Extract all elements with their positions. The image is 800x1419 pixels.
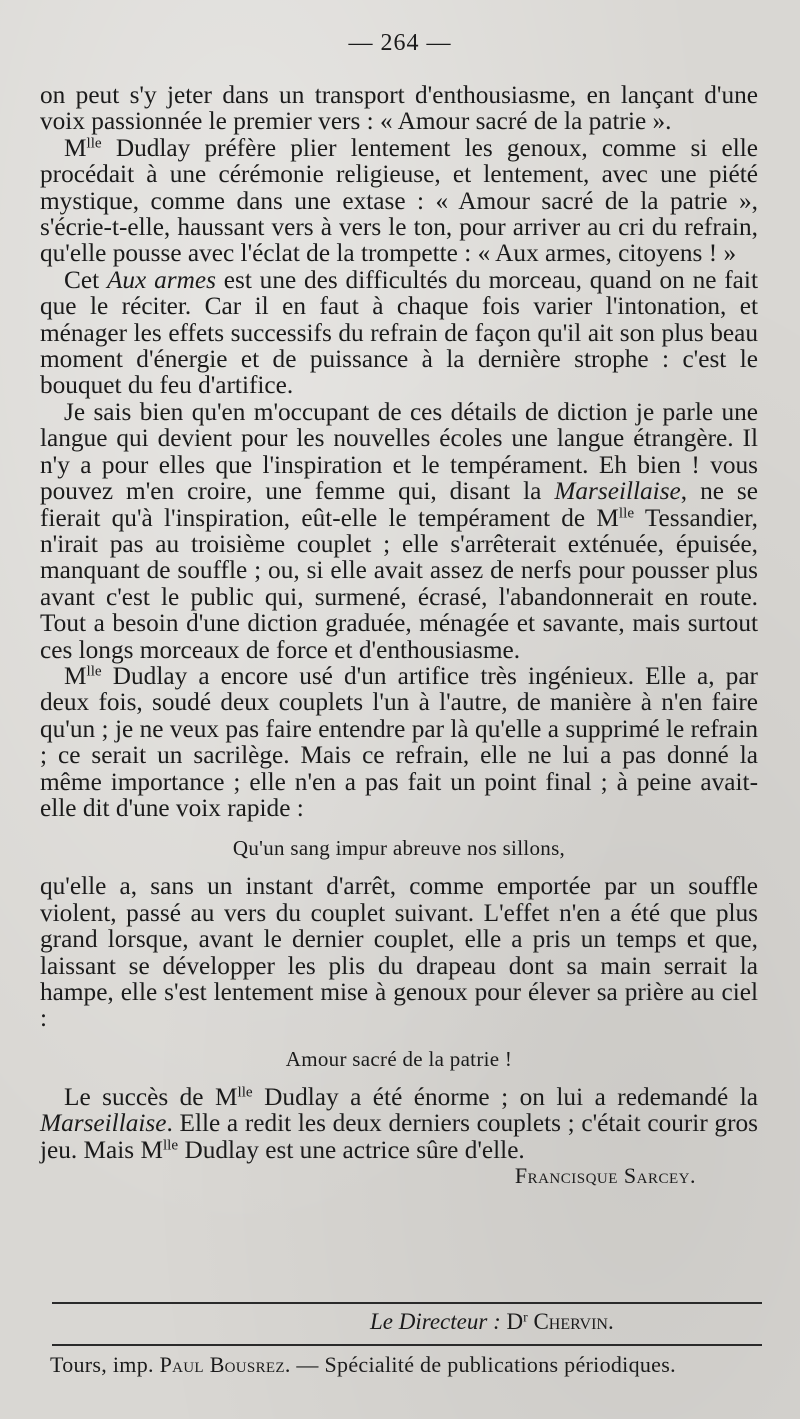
rule-lower bbox=[52, 1344, 762, 1346]
paragraph-4: Je sais bien qu'en m'occupant de ces détails de diction je parle une langue qui devient pour les nouvelles écoles une langue étrangère. Il n'y a pour elles que l'inspiration et le tempérament. Eh bien ! vous pouvez m'en croire, une femme qui, disant la Marseillaise, ne se fierait qu'à l'inspiration, eût-elle le tempérament de $M^{lle}$ Tessandier, n'irait pas au troisième couplet ; elle s'arrêterait exténuée, épuisée, manquant de souffle ; ou, si elle avait assez de nerfs pour pousser plus avant c'est le public qui, surmené, écrasé, l'abandonnerait en route. Tout a besoin d'une diction graduée, ménagée et savante, mais surtout ces longs morceaux de force et d'enthousiasme. bbox=[40, 397, 759, 664]
paragraph-2: $M^{lle}$ Dudlay préfère plier lentement les genoux, comme si elle procédait à une cérémonie religieuse, et lentement, avec une piété mystique, comme dans une extase : « Amour sacré de la patrie », s'écrie-t-elle, haussant vers à vers le ton, pour arriver au cri du refrain, qu'elle pousse avec l'éclat de la trompette : « Aux armes, citoyens ! » bbox=[40, 133, 758, 268]
director-line: Le Directeur : $D^r$ Chervin. bbox=[370, 1309, 614, 1334]
paragraph-5: $M^{lle}$ Dudlay a encore usé d'un artifice très ingénieux. Elle a, par deux fois, soudé deux couplets l'un à l'autre, de manière à n'en faire qu'un ; je ne veux pas faire entendre par là qu'elle a supprimé le refrain ; ce serait un sacrilège. Mais ce refrain, elle ne lui a pas donné la même importance ; elle n'en a pas fait un point final ; à peine avait-elle dit d'une voix rapide : bbox=[40, 661, 758, 822]
paragraph-7: Le succès de $M^{lle}$ Dudlay a été énorme ; on lui a redemandé la Marseillaise. Elle a redit les deux derniers couplets ; c'était courir gros jeu. Mais $M^{lle}$ Dudlay est une actrice sûre d'elle. bbox=[40, 1082, 758, 1164]
paragraph-6: qu'elle a, sans un instant d'arrêt, comme emportée par un souffle violent, passé au vers du couplet suivant. L'effet n'en a été que plus grand lorsque, avant le dernier couplet, elle a pris un temps et que, laissant se développer les plis du drapeau dont sa main serrait la hampe, elle s'est lentement mise à genoux pour élever sa prière au ciel : bbox=[40, 872, 758, 1033]
author-signature: Francisque Sarcey. bbox=[514, 1163, 696, 1189]
verse-quote-2: Amour sacré de la patrie ! bbox=[285, 1046, 513, 1071]
verse-quote-1: Qu'un sang impur abreuve nos sillons, bbox=[232, 836, 566, 861]
rule-upper bbox=[52, 1302, 762, 1304]
paragraph-1: on peut s'y jeter dans un transport d'enthousiasme, en lançant d'une voix passionnée le premier vers : « Amour sacré de la patrie ». bbox=[40, 81, 758, 136]
printer-imprint: Tours, imp. Paul Bousrez. — Spécialité de publications périodiques. bbox=[50, 1352, 676, 1377]
paragraph-3: Cet Aux armes est une des difficultés du morceau, quand on ne fait que le réciter. Car il en faut à chaque fois varier l'intonation, et ménager les effets successifs du refrain de façon qu'il ait son plus beau moment d'énergie et de puissance à la dernière strophe : c'est le bouquet du feu d'artifice. bbox=[40, 265, 758, 400]
article-body bbox=[40, 82, 758, 1189]
page-number: — 264 — bbox=[348, 30, 452, 56]
